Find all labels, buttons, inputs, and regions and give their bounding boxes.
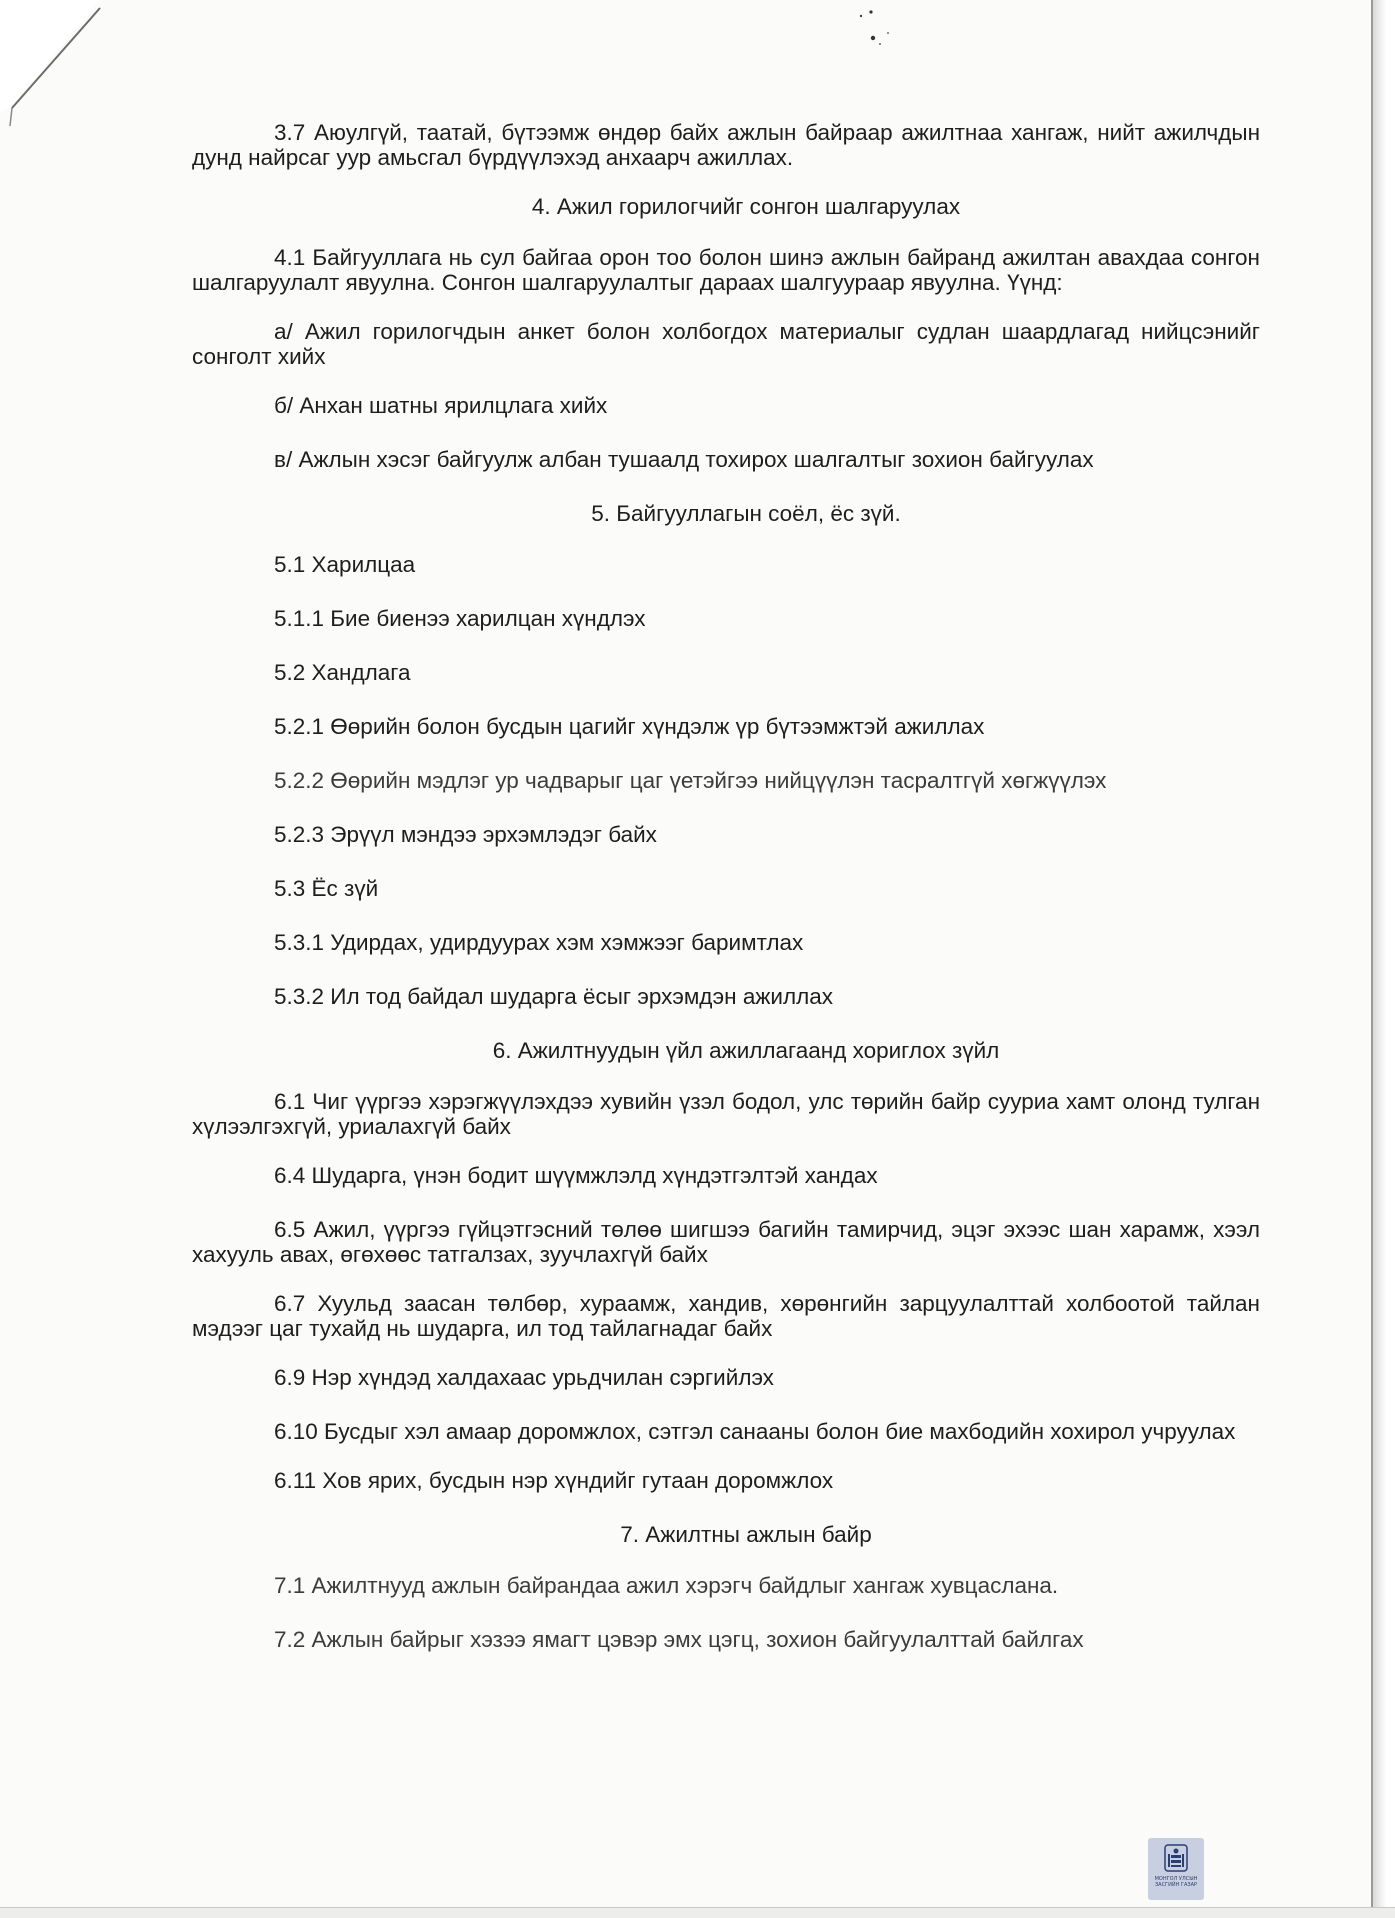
paragraph-3-7: 3.7 Аюулгүй, таатай, бүтээмж өндөр байх ажлын байраар ажилтнаа хангаж, нийт ажилчдын дунд найрсаг уур амьсгал бүрдүүлэхэд анхаарч ажиллах. (192, 120, 1260, 170)
emblem-line-2: ЗАСГИЙН ГАЗАР (1154, 1882, 1198, 1888)
government-emblem (1148, 1838, 1204, 1900)
paragraph-7-1: 7.1 Ажилтнууд ажлын байрандаа ажил хэрэгч байдлыг хангаж хувцаслана. (274, 1573, 1059, 1598)
soyombo-seal-icon (1164, 1844, 1188, 1872)
paragraph-5-1-1: 5.1.1 Бие биенээ харилцан хүндлэх (274, 606, 646, 631)
paragraph-4-1-a: а/ Ажил горилогчдын анкет болон холбогдох материалыг судлан шаардлагад нийцсэнийг сонголт хийх (192, 319, 1260, 369)
paragraph-4-1-v: в/ Ажлын хэсэг байгуулж албан тушаалд тохирох шалгалтыг зохион байгуулах (274, 447, 1094, 472)
paragraph-5-2: 5.2 Хандлага (274, 660, 411, 685)
paragraph-6-10: 6.10 Бусдыг хэл амаар доромжлох, сэтгэл санааны болон бие махбодийн хохирол учруулах (274, 1419, 1236, 1444)
paragraph-6-11: 6.11 Хов ярих, бусдын нэр хүндийг гутаан доромжлох (274, 1468, 834, 1493)
scan-specks (850, 0, 910, 50)
paragraph-5-2-3: 5.2.3 Эрүүл мэндээ эрхэмлэдэг байх (274, 822, 657, 847)
paragraph-6-9: 6.9 Нэр хүндэд халдахаас урьдчилан сэргийлэх (274, 1365, 774, 1390)
paragraph-6-1: 6.1 Чиг үүргээ хэрэгжүүлэхдээ хувийн үзэл бодол, улс төрийн байр сууриа хамт олонд тулган хүлээлгэхгүй, уриалахгүй байх (192, 1089, 1260, 1139)
section-heading-6: 6. Ажилтнуудын үйл ажиллагаанд хориглох зүйл (492, 1038, 1000, 1063)
paragraph-5-3-1: 5.3.1 Удирдах, удирдуурах хэм хэмжээг баримтлах (274, 930, 804, 955)
folded-corner-mark (0, 0, 120, 140)
section-heading-7: 7. Ажилтны ажлын байр (620, 1522, 872, 1547)
page-right-edge (1371, 0, 1395, 1918)
paragraph-4-1: 4.1 Байгууллага нь сул байгаа орон тоо болон шинэ ажлын байранд ажилтан авахдаа сонгон шалгаруулалт явуулна. Сонгон шалгаруулалтыг дараах шалгуураар явуулна. Үүнд: (192, 245, 1260, 295)
paragraph-6-5: 6.5 Ажил, үүргээ гүйцэтгэсний төлөө шигшээ багийн тамирчид, эцэг эхээс шан харамж, хээл хахууль авах, өгөхөөс татгалзах, зуучлахгүй байх (192, 1217, 1260, 1267)
paragraph-4-1-b: б/ Анхан шатны ярилцлага хийх (274, 393, 608, 418)
emblem-caption (1148, 1876, 1204, 1888)
page-bottom-edge (0, 1907, 1395, 1918)
paragraph-6-7: 6.7 Хуульд заасан төлбөр, хураамж, хандив, хөрөнгийн зарцуулалттай холбоотой тайлан мэдээг цаг тухайд нь шударга, ил тод тайлагнадаг байх (192, 1291, 1260, 1341)
document-body (192, 120, 1260, 1681)
paragraph-5-3-2: 5.3.2 Ил тод байдал шударга ёсыг эрхэмдэн ажиллах (274, 984, 833, 1009)
paragraph-5-3: 5.3 Ёс зүй (274, 876, 379, 901)
paragraph-7-2: 7.2 Ажлын байрыг хэзээ ямагт цэвэр эмх цэгц, зохион байгуулалттай байлгах (274, 1627, 1084, 1652)
paragraph-5-2-1: 5.2.1 Өөрийн болон бусдын цагийг хүндэлж үр бүтээмжтэй ажиллах (274, 714, 985, 739)
paragraph-5-1: 5.1 Харилцаа (274, 552, 416, 577)
section-heading-5: 5. Байгууллагын соёл, ёс зүй. (591, 501, 901, 526)
section-heading-4: 4. Ажил горилогчийг сонгон шалгаруулах (531, 194, 961, 219)
paragraph-6-4: 6.4 Шударга, үнэн бодит шүүмжлэлд хүндэтгэлтэй хандах (274, 1163, 878, 1188)
emblem-line-1: МОНГОЛ УЛСЫН (1154, 1876, 1198, 1882)
paragraph-5-2-2: 5.2.2 Өөрийн мэдлэг ур чадварыг цаг үетэйгээ нийцүүлэн тасралтгүй хөгжүүлэх (274, 768, 1107, 793)
